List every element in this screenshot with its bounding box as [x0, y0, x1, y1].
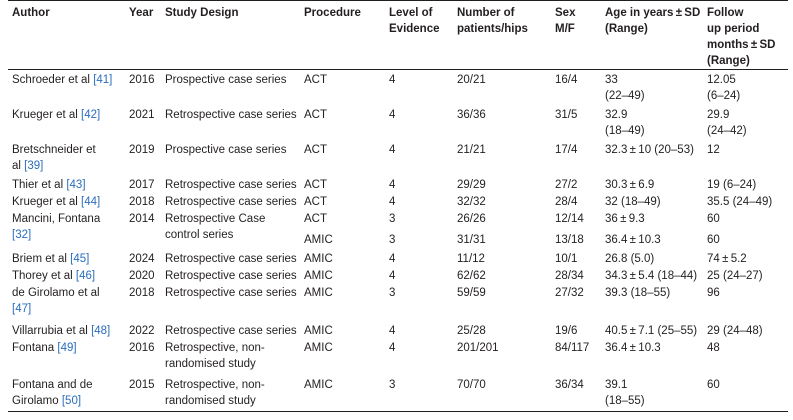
cell-sex-line: 17/4	[555, 144, 578, 156]
cell-age	[605, 377, 645, 409]
cell-follow-up-line: 12	[707, 144, 720, 156]
cell-age-line: 36 ± 9.3	[605, 213, 645, 225]
cell-year-line: 2016	[129, 74, 155, 86]
cell-study-design	[165, 251, 297, 267]
cell-year	[129, 177, 155, 193]
cell-study-design	[165, 72, 286, 88]
cell-year-line: 2019	[129, 144, 155, 156]
cell-patients-line: 59/59	[457, 287, 486, 299]
cell-level	[389, 285, 395, 301]
author-name: Briem et al	[12, 253, 71, 265]
cell-age-line: 32.3 ± 10 (20–53)	[605, 144, 694, 156]
header-line: Study Design	[165, 7, 239, 19]
citation-link[interactable]: [42]	[81, 109, 101, 121]
cell-year	[129, 268, 155, 284]
cell-age	[605, 72, 645, 104]
cell-author-line	[12, 377, 93, 393]
cell-procedure-line: ACT	[304, 109, 327, 121]
cell-procedure	[304, 211, 327, 227]
cell-follow-up	[707, 194, 772, 210]
cell-procedure	[304, 285, 333, 301]
cell-level	[389, 107, 395, 123]
header-follow-up	[707, 5, 775, 69]
cell-level-line: 3	[389, 379, 396, 391]
cell-patients	[457, 72, 486, 88]
cell-follow-up	[707, 268, 763, 284]
cell-level	[389, 268, 395, 284]
citation-link[interactable]: [48]	[91, 325, 111, 337]
cell-author	[12, 72, 112, 88]
header-line: M/F	[555, 23, 575, 35]
cell-sex	[555, 194, 577, 210]
cell-author-line	[12, 107, 100, 123]
cell-author	[12, 194, 100, 210]
citation-link[interactable]: [41]	[93, 74, 113, 86]
cell-level	[389, 142, 395, 158]
cell-age-line: (18–49)	[605, 125, 645, 137]
cell-patients	[457, 107, 486, 123]
cell-study-design	[165, 285, 297, 301]
cell-age	[605, 285, 670, 301]
cell-follow-up-line: 60	[707, 213, 720, 225]
cell-procedure-line: AMIC	[304, 287, 333, 299]
cell-study-design-line: Retrospective case series	[165, 270, 297, 282]
cell-follow-up	[707, 285, 720, 301]
cell-follow-up-line: 25 (24–27)	[707, 270, 763, 282]
cell-level-line: 4	[389, 342, 396, 354]
header-line: Level of	[389, 7, 433, 19]
cell-year	[129, 251, 155, 267]
cell-year	[129, 107, 155, 123]
cell-age-line: 39.1	[605, 379, 628, 391]
cell-year	[129, 72, 155, 88]
header-author	[12, 5, 50, 21]
citation-link[interactable]: [44]	[81, 196, 101, 208]
cell-sex	[555, 107, 577, 123]
cell-author-line	[12, 301, 100, 317]
cell-procedure-line: AMIC	[304, 234, 333, 246]
header-rule	[8, 69, 788, 70]
author-name: Bretschneider et	[12, 144, 96, 156]
cell-patients	[457, 251, 485, 267]
cell-age	[605, 107, 645, 139]
cell-author	[12, 251, 89, 267]
cell-author-line	[12, 340, 77, 356]
cell-author-line	[12, 393, 93, 409]
header-study-design	[165, 5, 238, 21]
cell-patients-line: 20/21	[457, 74, 486, 86]
author-name: Thorey et al	[12, 270, 76, 282]
cell-patients	[457, 211, 486, 227]
cell-patients	[457, 232, 486, 248]
cell-procedure-line: AMIC	[304, 253, 333, 265]
cell-year-line: 2014	[129, 213, 155, 225]
cell-age-line: 26.8 (5.0)	[605, 253, 655, 265]
author-name: de Girolamo et al	[12, 287, 100, 299]
cell-procedure-line: AMIC	[304, 379, 333, 391]
cell-level	[389, 323, 395, 339]
cell-follow-up-line: 96	[707, 287, 720, 299]
cell-author-line	[12, 251, 89, 267]
cell-age-line: 34.3 ± 5.4 (18–44)	[605, 270, 698, 282]
cell-age-line: 39.3 (18–55)	[605, 287, 671, 299]
cell-follow-up	[707, 72, 740, 104]
cell-year-line: 2017	[129, 179, 155, 191]
cell-age	[605, 323, 697, 339]
cell-level	[389, 377, 395, 393]
cell-patients-line: 62/62	[457, 270, 486, 282]
cell-age	[605, 268, 697, 284]
table-bottom-rule	[8, 411, 788, 412]
header-line: Age in years ± SD	[605, 7, 701, 19]
cell-year-line: 2021	[129, 109, 155, 121]
cell-study-design-line: control series	[165, 229, 234, 241]
cell-procedure-line: AMIC	[304, 342, 333, 354]
cell-study-design-line: Retrospective Case	[165, 213, 266, 225]
cell-author	[12, 323, 110, 339]
cell-age-line: (22–49)	[605, 90, 645, 102]
cell-year	[129, 340, 155, 356]
cell-patients	[457, 177, 486, 193]
cell-study-design	[165, 194, 297, 210]
cell-study-design-line: Retrospective case series	[165, 179, 297, 191]
cell-procedure	[304, 323, 333, 339]
cell-follow-up-line: (6–24)	[707, 90, 741, 102]
cell-follow-up	[707, 142, 720, 158]
cell-author-line	[12, 323, 110, 339]
cell-procedure-line: ACT	[304, 144, 327, 156]
cell-study-design-line: Prospective case series	[165, 74, 287, 86]
header-line: Procedure	[304, 7, 361, 19]
cell-procedure-line: ACT	[304, 196, 327, 208]
cell-follow-up-line: 19 (6–24)	[707, 179, 757, 191]
cell-sex	[555, 211, 584, 227]
header-year	[129, 5, 153, 21]
citation-link[interactable]: [32]	[12, 229, 32, 241]
cell-age	[605, 194, 661, 210]
cell-sex-line: 27/2	[555, 179, 578, 191]
cell-procedure	[304, 340, 333, 356]
cell-sex	[555, 142, 577, 158]
cell-study-design-line: Prospective case series	[165, 144, 287, 156]
cell-procedure	[304, 251, 333, 267]
cell-author-line	[12, 285, 100, 301]
cell-age-line: 30.3 ± 6.9	[605, 179, 655, 191]
cell-procedure	[304, 72, 327, 88]
cell-patients-line: 25/28	[457, 325, 486, 337]
cell-sex	[555, 377, 584, 393]
cell-level	[389, 211, 395, 227]
cell-author	[12, 211, 100, 243]
cell-study-design-line: Retrospective case series	[165, 253, 297, 265]
cell-sex-line: 12/14	[555, 213, 584, 225]
header-line: Follow	[707, 7, 744, 19]
cell-follow-up-line: 29 (24–48)	[707, 325, 763, 337]
author-name: Mancini, Fontana	[12, 213, 101, 225]
cell-procedure-line: ACT	[304, 179, 327, 191]
cell-year	[129, 142, 155, 158]
citation-link[interactable]: [46]	[75, 270, 96, 282]
cell-author-line	[12, 72, 112, 88]
author-name: Krueger et al	[12, 196, 82, 208]
cell-level-line: 3	[389, 234, 396, 246]
cell-follow-up	[707, 211, 720, 227]
cell-author	[12, 177, 86, 193]
cell-follow-up-line: 60	[707, 234, 720, 246]
cell-year-line: 2020	[129, 270, 155, 282]
cell-level	[389, 194, 395, 210]
cell-procedure	[304, 194, 327, 210]
cell-patients-line: 26/26	[457, 213, 486, 225]
cell-author-line	[12, 194, 100, 210]
cell-author	[12, 377, 93, 409]
cell-patients	[457, 194, 486, 210]
cell-study-design	[165, 107, 297, 123]
cell-level-line: 4	[389, 74, 396, 86]
cell-patients-line: 32/32	[457, 196, 486, 208]
header-line: Author	[12, 7, 50, 19]
header-line: Sex	[555, 7, 576, 19]
cell-sex	[555, 268, 584, 284]
cell-sex-line: 36/34	[555, 379, 584, 391]
table-top-rule	[8, 0, 788, 1]
cell-age-line: 32 (18–49)	[605, 196, 661, 208]
cell-age-line: 33	[605, 74, 618, 86]
header-line: Number of	[457, 7, 515, 19]
cell-level	[389, 251, 395, 267]
cell-level	[389, 232, 395, 248]
cell-patients-line: 21/21	[457, 144, 486, 156]
cell-sex	[555, 72, 577, 88]
cell-patients-line: 36/36	[457, 109, 486, 121]
cell-procedure	[304, 107, 327, 123]
header-line: (Range)	[605, 23, 648, 35]
cell-follow-up-line: 29.9	[707, 109, 730, 121]
cell-patients	[457, 340, 499, 356]
cell-age	[605, 211, 645, 227]
cell-level-line: 4	[389, 253, 396, 265]
cell-author	[12, 340, 77, 356]
cell-age-line: 36.4 ± 10.3	[605, 234, 661, 246]
header-line: (Range)	[707, 55, 750, 67]
cell-level-line: 4	[389, 144, 396, 156]
author-name: Fontana and de	[12, 379, 93, 391]
cell-patients	[457, 323, 486, 339]
cell-author-line	[12, 142, 96, 158]
cell-follow-up	[707, 340, 720, 356]
cell-follow-up-line: 60	[707, 379, 720, 391]
cell-author-line	[12, 177, 86, 193]
cell-study-design-line: Retrospective case series	[165, 325, 297, 337]
citation-link[interactable]: [39]	[24, 160, 44, 172]
cell-level-line: 4	[389, 196, 396, 208]
cell-year	[129, 194, 155, 210]
cell-patients-line: 31/31	[457, 234, 486, 246]
cell-author-line	[12, 268, 95, 284]
cell-study-design	[165, 268, 297, 284]
cell-follow-up	[707, 177, 756, 193]
cell-author-line	[12, 211, 100, 227]
author-name: Girolamo	[12, 395, 62, 407]
cell-year-line: 2015	[129, 379, 155, 391]
citation-link[interactable]: [47]	[12, 303, 32, 315]
cell-follow-up-line: 74 ± 5.2	[707, 253, 747, 265]
header-line: Evidence	[389, 23, 440, 35]
header-procedure	[304, 5, 361, 21]
cell-author	[12, 268, 95, 284]
citation-link[interactable]: [45]	[70, 253, 90, 265]
cell-year	[129, 323, 155, 339]
header-line: up period	[707, 23, 760, 35]
cell-follow-up	[707, 107, 747, 139]
cell-study-design	[165, 340, 265, 372]
citation-link[interactable]: [50]	[61, 395, 82, 407]
cell-follow-up-line: (24–42)	[707, 125, 747, 137]
cell-study-design	[165, 142, 286, 158]
author-name: Thier et al	[12, 179, 67, 191]
cell-study-design	[165, 377, 265, 409]
author-name: Krueger et al	[12, 109, 82, 121]
cell-procedure-line: ACT	[304, 74, 327, 86]
author-name: al	[12, 160, 25, 172]
cell-follow-up	[707, 323, 763, 339]
cell-author	[12, 142, 96, 174]
cell-age-line: (18–55)	[605, 395, 645, 407]
cell-patients	[457, 268, 486, 284]
cell-follow-up-line: 48	[707, 342, 720, 354]
cell-sex-line: 28/34	[555, 270, 584, 282]
cell-patients-line: 201/201	[457, 342, 499, 354]
cell-patients	[457, 377, 486, 393]
cell-author	[12, 285, 100, 317]
cell-study-design-line: randomised study	[165, 395, 256, 407]
cell-year-line: 2022	[129, 325, 155, 337]
cell-procedure-line: AMIC	[304, 325, 333, 337]
cell-year-line: 2024	[129, 253, 155, 265]
cell-procedure	[304, 232, 333, 248]
cell-procedure	[304, 377, 333, 393]
cell-study-design	[165, 323, 297, 339]
cell-sex-line: 84/117	[555, 342, 590, 354]
cell-sex	[555, 251, 577, 267]
cell-year	[129, 285, 155, 301]
cell-study-design-line: Retrospective, non-	[165, 379, 265, 391]
cell-study-design-line: Retrospective case series	[165, 109, 297, 121]
cell-study-design-line: Retrospective case series	[165, 196, 297, 208]
cell-level-line: 4	[389, 270, 396, 282]
header-line: patients/hips	[457, 23, 528, 35]
author-name: Schroeder et al	[12, 74, 94, 86]
header-sex	[555, 5, 575, 37]
header-number-of-patients	[457, 5, 528, 37]
cell-age-line: 40.5 ± 7.1 (25–55)	[605, 325, 698, 337]
cell-level	[389, 72, 395, 88]
cell-follow-up-line: 35.5 (24–49)	[707, 196, 773, 208]
cell-procedure	[304, 268, 333, 284]
cell-follow-up	[707, 232, 720, 248]
cell-year-line: 2018	[129, 196, 155, 208]
cell-level-line: 3	[389, 287, 396, 299]
cell-sex-line: 10/1	[555, 253, 578, 265]
header-age	[605, 5, 700, 37]
header-level-of-evidence	[389, 5, 440, 37]
citation-link[interactable]: [43]	[66, 179, 86, 191]
cell-level	[389, 340, 395, 356]
cell-patients-line: 11/12	[457, 253, 485, 265]
cell-sex	[555, 177, 577, 193]
cell-age	[605, 232, 661, 248]
cell-sex	[555, 285, 584, 301]
header-line: months ± SD	[707, 39, 776, 51]
cell-age	[605, 177, 654, 193]
cell-level-line: 4	[389, 109, 396, 121]
cell-year-line: 2018	[129, 287, 155, 299]
cell-study-design-line: randomised study	[165, 358, 256, 370]
cell-sex	[555, 232, 584, 248]
cell-follow-up	[707, 251, 747, 267]
cell-sex-line: 19/6	[555, 325, 578, 337]
cell-year-line: 2016	[129, 342, 155, 354]
cell-level-line: 4	[389, 179, 396, 191]
cell-procedure-line: ACT	[304, 213, 327, 225]
cell-age	[605, 340, 661, 356]
cell-sex	[555, 323, 577, 339]
cell-sex-line: 27/32	[555, 287, 584, 299]
cell-study-design	[165, 211, 265, 243]
cell-year	[129, 211, 155, 227]
cell-study-design	[165, 177, 297, 193]
citation-link[interactable]: [49]	[57, 342, 77, 354]
cell-patients-line: 29/29	[457, 179, 486, 191]
cell-author	[12, 107, 100, 123]
cell-follow-up-line: 12.05	[707, 74, 736, 86]
cell-age-line: 36.4 ± 10.3	[605, 342, 661, 354]
cell-age-line: 32.9	[605, 109, 628, 121]
cell-level-line: 4	[389, 325, 396, 337]
cell-level	[389, 177, 395, 193]
cell-procedure	[304, 142, 327, 158]
author-name: Villarrubia et al	[12, 325, 92, 337]
cell-author-line	[12, 227, 100, 243]
cell-follow-up	[707, 377, 720, 393]
cell-sex-line: 31/5	[555, 109, 578, 121]
cell-level-line: 3	[389, 213, 396, 225]
cell-study-design-line: Retrospective, non-	[165, 342, 265, 354]
cell-sex-line: 28/4	[555, 196, 578, 208]
cell-procedure-line: AMIC	[304, 270, 333, 282]
cell-patients	[457, 142, 486, 158]
cell-sex-line: 13/18	[555, 234, 584, 246]
cell-patients	[457, 285, 486, 301]
cell-age	[605, 251, 654, 267]
author-name: Fontana	[12, 342, 58, 354]
cell-age	[605, 142, 694, 158]
cell-procedure	[304, 177, 327, 193]
cell-patients-line: 70/70	[457, 379, 486, 391]
cell-sex-line: 16/4	[555, 74, 578, 86]
cell-study-design-line: Retrospective case series	[165, 287, 297, 299]
cell-year	[129, 377, 155, 393]
cell-sex	[555, 340, 589, 356]
cell-author-line	[12, 158, 96, 174]
header-line: Year	[129, 7, 154, 19]
